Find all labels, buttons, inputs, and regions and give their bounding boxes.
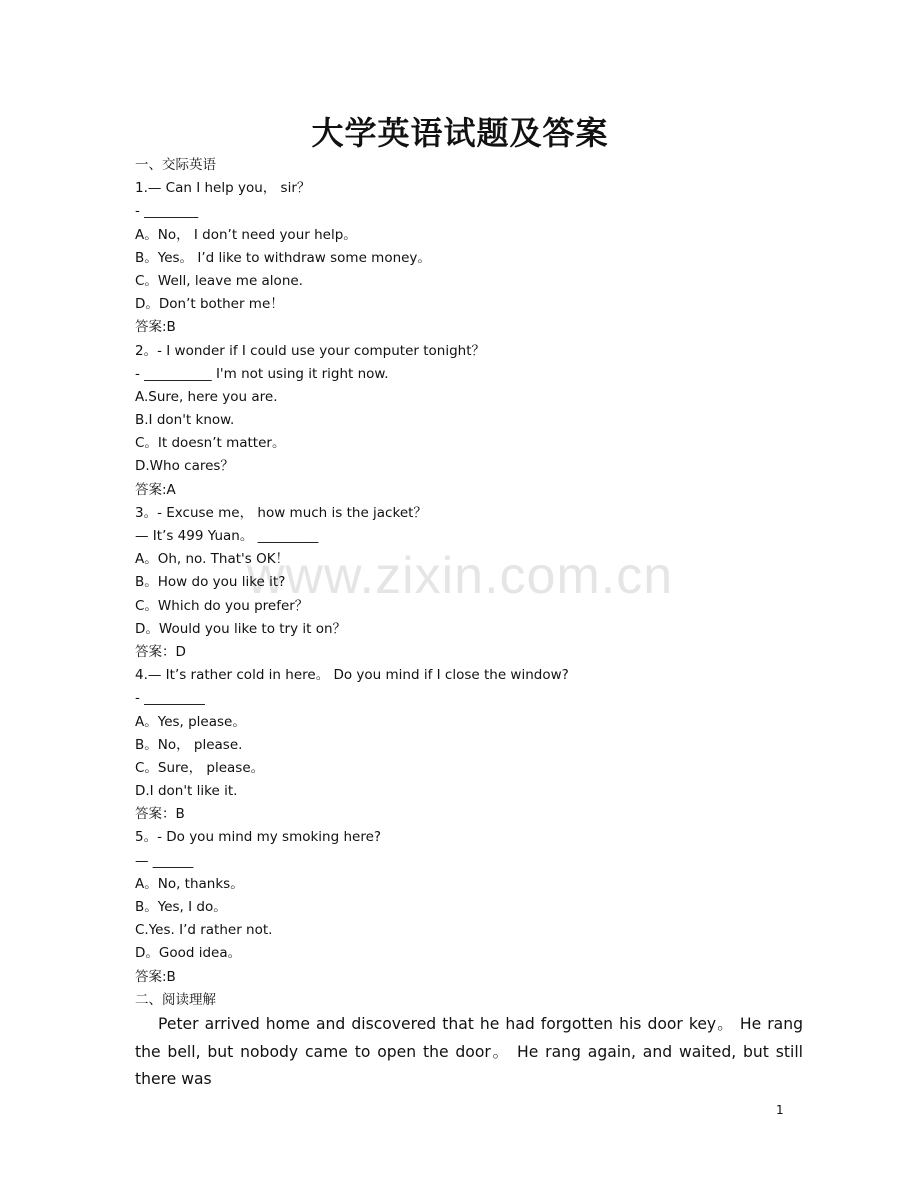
text-line: 答案:B xyxy=(135,319,176,336)
reading-paragraph: Peter arrived home and discovered that he had forgotten his door key。 He rang the bell, but nobody came to open the door。 He rang again, and waited, but still there was xyxy=(135,1015,803,1088)
text-line: - ________ xyxy=(135,203,199,220)
text-line: D。Don’t bother me！ xyxy=(135,296,284,313)
text-line: 答案：D xyxy=(135,643,186,660)
text-line: C。Well, leave me alone. xyxy=(135,272,303,289)
text-line: A。No, thanks。 xyxy=(135,875,244,892)
question-list xyxy=(135,154,815,1012)
text-line: A。Yes, please。 xyxy=(135,713,246,730)
watermark: www.zixin.com.cn xyxy=(246,547,674,605)
text-line: B。Yes, I do。 xyxy=(135,899,227,915)
text-line: A。Oh, no. That's OK！ xyxy=(135,551,290,568)
text-line: D.Who cares？ xyxy=(135,458,234,475)
page-title: 大学英语试题及答案 xyxy=(311,114,609,152)
text-line: B。No， please. xyxy=(135,736,243,753)
text-line: B。Yes。 I’d like to withdraw some money。 xyxy=(135,249,431,266)
text-line: D。Would you like to try it on？ xyxy=(135,620,347,637)
text-line: C。Which do you prefer？ xyxy=(135,597,309,614)
text-line: 2。- I wonder if I could use your computer tonight？ xyxy=(135,342,486,359)
text-line: D.I don't like it. xyxy=(135,783,238,800)
text-line: 1.— Can I help you， sir？ xyxy=(135,180,311,197)
text-line: 5。- Do you mind my smoking here? xyxy=(135,829,382,846)
text-line: 答案：B xyxy=(135,806,185,823)
text-line: 答案:B xyxy=(135,968,176,985)
text-line: C.Yes. I’d rather not. xyxy=(135,922,273,939)
text-line: 3。- Excuse me， how much is the jacket？ xyxy=(135,504,427,521)
text-line: A.Sure, here you are. xyxy=(135,388,278,405)
text-line: C。It doesn’t matter。 xyxy=(135,435,286,452)
text-line: D。Good idea。 xyxy=(135,945,242,962)
text-line: 4.— It’s rather cold in here。 Do you mind if I close the window? xyxy=(135,667,569,684)
page-number: 1 xyxy=(776,1103,784,1117)
text-line: — It’s 499 Yuan。 _________ xyxy=(135,528,319,544)
text-line: - _________ xyxy=(135,690,205,707)
text-line: 一、交际英语 xyxy=(135,157,216,173)
text-line: — ______ xyxy=(135,852,194,869)
text-line: - __________ I'm not using it right now. xyxy=(135,365,389,382)
text-line: C。Sure， please。 xyxy=(135,759,265,776)
text-line: B。How do you like it? xyxy=(135,574,286,591)
text-line: 二、阅读理解 xyxy=(135,991,216,1008)
text-line: A。No， I don’t need your help。 xyxy=(135,226,357,243)
text-line: 答案:A xyxy=(135,481,176,498)
text-line: B.I don't know. xyxy=(135,412,235,429)
